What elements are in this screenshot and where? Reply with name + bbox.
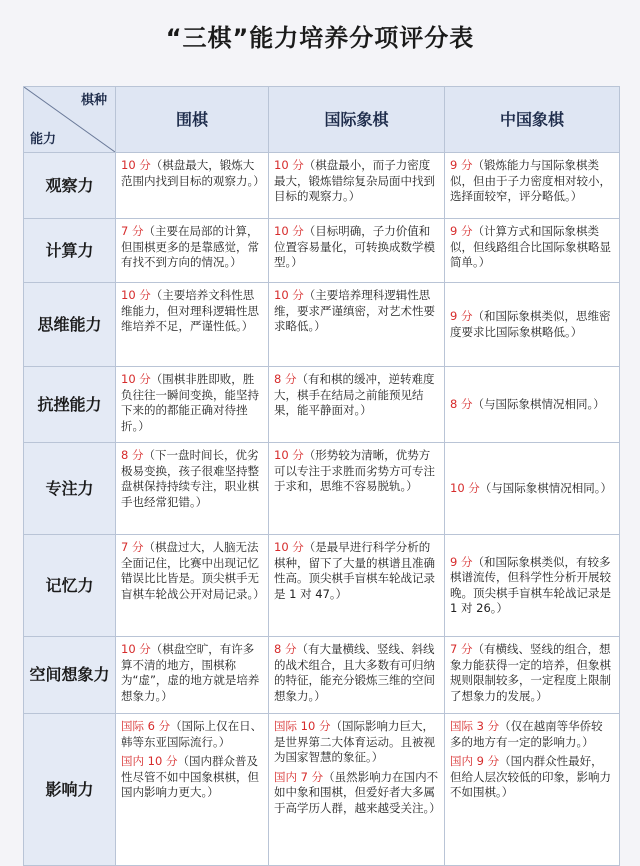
ability-label: 抗挫能力 [24,367,116,443]
score-value: 8 分 [274,642,297,656]
score-entry [121,448,263,510]
score-reason: （棋盘空旷，有许多算不清的地方，围棋称为“虚”，虚的地方就是培养想象力。） [121,642,260,703]
score-cell-go [116,443,269,535]
score-cell-go [116,535,269,637]
score-value: 10 分 [121,158,151,172]
score-cell-chinese-chess [445,535,620,637]
table-row [24,637,620,714]
score-cell-go [116,367,269,443]
score-reason: （是最早进行科学分析的棋种，留下了大量的棋谱且准确性高。顶尖棋手盲棋车轮战记录是 1 对 47。） [274,540,435,601]
ability-label: 思维能力 [24,283,116,367]
score-value: 9 分 [450,158,473,172]
score-cell-chinese-chess [445,714,620,866]
column-header-chinese-chess: 中国象棋 [445,87,620,153]
score-reason: （目标明确，子力价值和位置容易量化，可转换成数学模型。） [274,224,435,269]
score-reason: （有大量横线、竖线、斜线的战术组合，且大多数有可归纳的特征，能充分锻炼三维的空间想象力。） [274,642,435,703]
score-value: 9 分 [450,309,473,323]
score-value: 国际 10 分 [274,719,331,733]
score-cell-chinese-chess [445,219,620,283]
score-entry [121,158,263,189]
score-cell-chinese-chess [445,637,620,714]
score-entry [450,642,614,704]
score-entry [274,288,439,335]
table-row [24,283,620,367]
score-value: 8 分 [274,372,297,386]
score-cell-go [116,714,269,866]
score-value: 9 分 [450,554,473,569]
page-title: “三棋”能力培养分项评分表 [165,24,475,52]
score-reason: （围棋非胜即败，胜负往往一瞬间变换，能坚持下来的的都能正确对待挫折。） [121,372,259,433]
score-value: 国内 9 分 [450,754,500,768]
ability-label: 观察力 [24,153,116,219]
score-cell-international-chess [269,637,445,714]
score-entry [274,224,439,271]
score-value: 10 分 [274,158,304,172]
score-reason: （计算方式和国际象棋类似，但线路组合比国际象棋略显简单。） [450,224,611,269]
score-entry [450,224,614,271]
score-entry [121,754,263,801]
score-cell-chinese-chess [445,443,620,535]
score-entry [121,288,263,335]
score-entry [274,770,439,817]
corner-header-cell [24,87,116,153]
score-reason: （国际影响力巨大，是世界第二大体育运动。且被视为国家智慧的象征。） [274,719,435,764]
score-entry [450,397,614,413]
score-reason: （国内群众普及性尽管不如中国象棋棋，但国内影响力更大。） [121,754,259,799]
score-cell-go [116,283,269,367]
score-reason: （棋盘过大，人脑无法全面记住，比赛中出现记忆错误比比皆是。顶尖棋手无盲棋车轮战公开对局记录。） [121,540,265,601]
score-cell-chinese-chess [445,283,620,367]
score-reason: （国际上仅在日、韩等东亚国际流行。） [121,719,263,749]
score-reason: （有和棋的缓冲，逆转难度大，棋手在结局之前能预见结果，能平静面对。） [274,372,435,417]
score-value: 10 分 [274,540,304,554]
score-reason: （主要在局部的计算，但围棋更多的是靠感觉，常有找不到方向的情况。） [121,224,259,269]
score-entry [450,309,614,340]
score-reason: （和国际象棋类似，思维密度要求比国际象棋略低。） [450,309,611,339]
score-value: 10 分 [274,448,304,462]
score-entry [274,719,439,766]
score-value: 7 分 [121,224,144,238]
score-value: 9 分 [450,224,473,238]
corner-label-ability: 能力 [30,131,57,147]
column-header-international-chess: 国际象棋 [269,87,445,153]
score-value: 7 分 [450,642,473,656]
score-reason: （仅在越南等华侨较多的地方有一定的影响力。） [450,719,603,749]
table-row [24,714,620,866]
table-row [24,535,620,637]
score-entry [450,158,614,205]
score-value: 10 分 [274,288,304,302]
score-value: 国际 6 分 [121,719,171,733]
ability-label: 空间想象力 [24,637,116,714]
score-reason: （锻炼能力与国际象棋类似，但由于子力密度相对较小，选择面较窄，评分略低。） [450,158,611,203]
score-reason: （主要培养理科逻辑性思维，要求严谨缜密，对艺术性要求略低。） [274,288,435,333]
score-value: 10 分 [121,372,151,386]
score-reason: （与国际象棋情况相同。） [472,396,605,411]
score-entry [450,719,614,750]
score-entry [450,555,614,617]
score-value: 国际 3 分 [450,719,500,733]
score-cell-go [116,219,269,283]
header-row [24,87,620,153]
score-entry [121,372,263,434]
table-row [24,443,620,535]
score-reason: （和国际象棋类似，有较多棋谱流传，但科学性分析开展较晚。顶尖棋手盲棋车轮战记录是 1 对 26。） [450,554,611,615]
score-cell-international-chess [269,535,445,637]
score-reason: （形势较为清晰，优势方可以专注于求胜而劣势方可专注于求和，思维不容易脱轨。） [274,448,435,493]
score-cell-international-chess [269,153,445,219]
ability-label: 影响力 [24,714,116,866]
ability-label: 记忆力 [24,535,116,637]
score-value: 国内 7 分 [274,769,324,784]
score-entry [274,158,439,205]
score-cell-go [116,637,269,714]
score-reason: （下一盘时间长，优劣极易变换，孩子很难坚持整盘棋保持持续专注，职业棋手也经常犯错。） [121,448,259,509]
score-entry [121,540,263,602]
score-reason: （与国际象棋情况相同。） [479,480,613,495]
score-cell-chinese-chess [445,367,620,443]
table-row [24,367,620,443]
score-reason: （国内群众性最好，但给人层次较低的印象，影响力不如围棋。） [450,754,611,799]
score-value: 10 分 [121,288,151,302]
score-entry [274,540,439,602]
score-entry [274,448,439,495]
table-row [24,153,620,219]
score-value: 7 分 [121,540,144,554]
score-reason: （虽然影响力在国内不如中象和围棋，但爱好者大多属于高学历人群，越来越受关注。） [274,769,441,815]
score-value: 8 分 [450,396,473,411]
score-entry [121,642,263,704]
score-cell-international-chess [269,283,445,367]
score-value: 10 分 [274,224,304,238]
score-table [23,86,620,866]
score-cell-international-chess [269,367,445,443]
score-reason: （棋盘最小，而子力密度最大，锻炼错综复杂局面中找到目标的观察力。） [274,158,435,203]
score-entry [274,372,439,419]
score-cell-international-chess [269,219,445,283]
score-reason: （有横线、竖线的组合，想象力能获得一定的培养，但象棋规则限制较多，一定程度上限制了想象力的发展。） [450,642,611,703]
score-cell-international-chess [269,714,445,866]
score-reason: （棋盘最大，锻炼大范围内找到目标的观察力。） [121,158,265,188]
ability-label: 专注力 [24,443,116,535]
score-reason: （主要培养文科性思维能力，但对理科逻辑性思维培养不足，严谨性低。） [121,288,259,333]
score-cell-international-chess [269,443,445,535]
score-value: 10 分 [121,642,151,656]
score-value: 8 分 [121,448,144,462]
score-entry [450,481,614,497]
score-entry [450,754,614,801]
ability-label: 计算力 [24,219,116,283]
table-row [24,219,620,283]
score-entry [274,642,439,704]
score-entry [121,719,263,750]
score-value: 国内 10 分 [121,754,178,768]
score-cell-go [116,153,269,219]
score-value: 10 分 [450,480,480,495]
score-cell-chinese-chess [445,153,620,219]
corner-label-chess-type: 棋种 [80,93,107,108]
score-entry [121,224,263,271]
column-header-go: 围棋 [116,87,269,153]
